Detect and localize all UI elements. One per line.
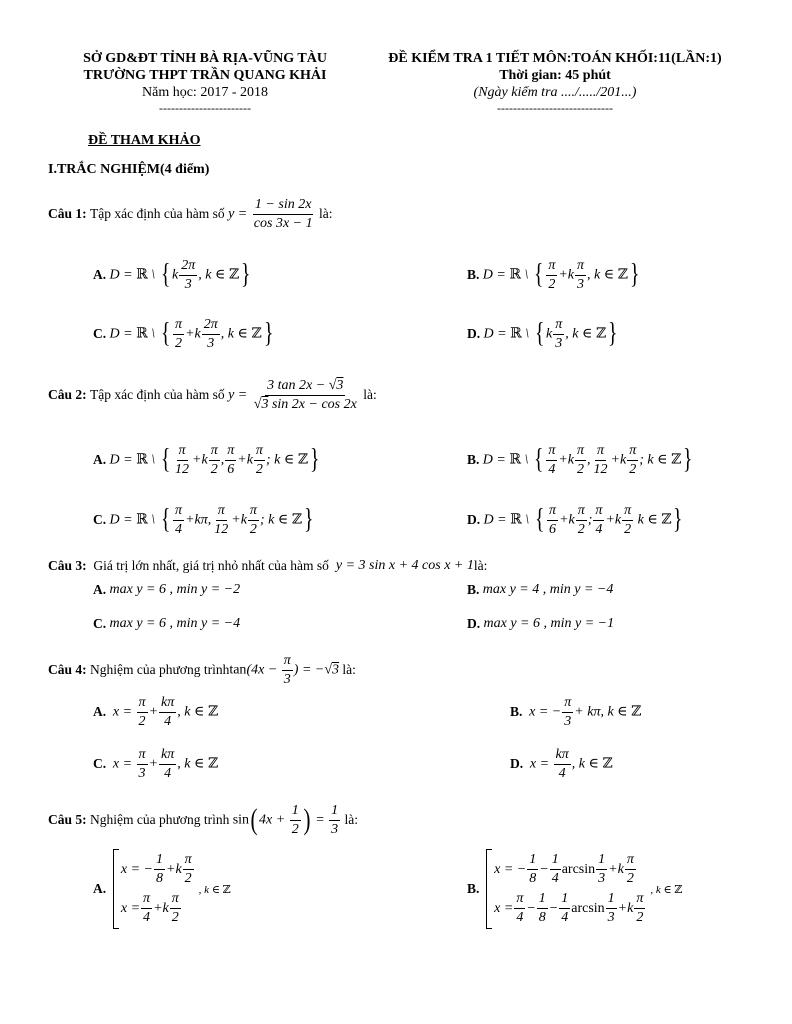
option-2c[interactable]: C. D = ℝ \ { $\frac{\pi}{4}$ +kπ, $\frac{\pi}{12}$ +k $\frac{\pi}{2}$ ; k ∈ ℤ} (93, 500, 315, 540)
formula: y = 3 sin x + 4 cos x + 1 (328, 558, 474, 573)
option-4b[interactable]: B. x = − $\frac{\pi}{3}$ + kπ, k ∈ ℤ (510, 694, 642, 729)
option-1d[interactable]: D. D = ℝ \ { k $\frac{\pi}{3}$ , k ∈ ℤ} (467, 314, 620, 354)
question-label: Câu 3: (48, 558, 87, 573)
option-4a[interactable]: A. x = $\frac{\pi}{2}$ + $\frac{k\pi}{4}$ , k ∈ ℤ (93, 694, 219, 729)
question-3 (48, 556, 487, 576)
left-divider: ----------------------- (159, 101, 251, 115)
question-suffix: là: (473, 558, 488, 573)
question-suffix: là: (342, 662, 356, 677)
option-2b[interactable]: B. D = ℝ \ { $\frac{\pi}{4}$ +k $\frac{\pi}{2}$ , $\frac{\pi}{12}$ +k $\frac{\pi}{2}$ ; k ∈ ℤ} (467, 440, 695, 480)
formula-domain: , k ∈ ℤ (650, 883, 683, 896)
formula: D = ℝ \ { $\frac{\pi}{12}$ +k $\frac{\pi}{2}$ , $\frac{\pi}{6}$ +k $\frac{\pi}{2}$ ; k ∈ ℤ} (109, 442, 320, 477)
option-1b[interactable]: B. D = ℝ \ { $\frac{\pi}{2}$ +k $\frac{\pi}{3}$ , k ∈ ℤ} (467, 255, 641, 295)
question-text: Nghiệm của phương trình (90, 812, 230, 827)
school-name: TRƯỜNG THPT TRẦN QUANG KHẢI (83, 68, 327, 83)
option-5a[interactable]: A. x = − $\frac{1}{8}$ + k $\frac{\pi}{2}$ x = $\frac{\pi}{4}$ + k $\frac{\pi}{2}$ , k ∈ ℤ (93, 848, 231, 930)
formula: tan(4x − $\frac{\pi}{3}$ ) = −√3 (229, 652, 340, 687)
option-3c[interactable]: C. max y = 6 , min y = −4 (93, 616, 241, 631)
system-bracket (486, 849, 492, 929)
formula: x = − $\frac{1}{8}$ + k $\frac{\pi}{2}$ x = $\frac{\pi}{4}$ + k $\frac{\pi}{2}$ (120, 852, 192, 925)
formula: sin( 4x + $\frac{1}{2}$ ) = $\frac{1}{3}$ (232, 802, 339, 837)
answer-value: max y = 6 , min y = −2 (109, 582, 241, 597)
option-3d[interactable]: D. max y = 6 , min y = −1 (467, 616, 615, 631)
exam-title: ĐỀ KIỂM TRA 1 TIẾT MÔN:TOÁN KHỐI:11(LẦN:1) (388, 51, 722, 66)
question-label: Câu 5: (48, 812, 87, 827)
question-text: Nghiệm của phương trình (90, 662, 230, 677)
formula: x = − $\frac{1}{8}$ − $\frac{1}{4}$ arcsin $\frac{1}{3}$ + k $\frac{\pi}{2}$ x = $\frac{\pi}{4}$ − $\frac{1}{8}$ − $\frac{1}{4}$ arcsin $\frac{1}{3}$ + k $\frac{\pi}{2}$ (494, 852, 644, 925)
question-4 (48, 652, 356, 688)
doc-title: ĐỀ THAM KHẢO (88, 133, 201, 148)
answer-value: max y = 6 , min y = −4 (109, 616, 241, 631)
formula: x = − $\frac{\pi}{3}$ + kπ, k ∈ ℤ (529, 694, 642, 729)
answer-value: max y = 4 , min y = −4 (482, 582, 614, 597)
exam-date: (Ngày kiểm tra ..../...../201...) (473, 85, 637, 100)
question-5 (48, 800, 358, 840)
formula: x = $\frac{\pi}{3}$ + $\frac{k\pi}{4}$ , k ∈ ℤ (112, 746, 219, 781)
question-1 (48, 196, 332, 232)
option-1c[interactable]: C. D = ℝ \ { $\frac{\pi}{2}$ +k $\frac{2\pi}{3}$ , k ∈ ℤ} (93, 314, 275, 354)
question-text: Giá trị lớn nhất, giá trị nhỏ nhất của hàm số (93, 558, 329, 573)
option-4c[interactable]: C. x = $\frac{\pi}{3}$ + $\frac{k\pi}{4}$ , k ∈ ℤ (93, 746, 219, 781)
option-3a[interactable]: A. max y = 6 , min y = −2 (93, 582, 241, 597)
option-2a[interactable]: A. D = ℝ \ { $\frac{\pi}{12}$ +k $\frac{\pi}{2}$ , $\frac{\pi}{6}$ +k $\frac{\pi}{2}$ ; k ∈ ℤ} (93, 440, 321, 480)
option-1a[interactable]: A. D = ℝ \ { k $\frac{2\pi}{3}$ , k ∈ ℤ} (93, 255, 253, 295)
option-5b[interactable]: B. x = − $\frac{1}{8}$ − $\frac{1}{4}$ arcsin $\frac{1}{3}$ + k $\frac{\pi}{2}$ x = $\frac{\pi}{4}$ − $\frac{1}{8}$ − $\frac{1}{4}$ arcsin $\frac{1}{3}$ + k $\frac{\pi}{2}$ , k ∈ ℤ (467, 848, 682, 930)
system-bracket (113, 849, 119, 929)
formula: D = ℝ \ { $\frac{\pi}{2}$ +k $\frac{\pi}{3}$ , k ∈ ℤ} (482, 257, 640, 292)
question-suffix: là: (318, 206, 333, 221)
question-text: Tập xác định của hàm số (90, 206, 225, 221)
question-2 (48, 374, 377, 416)
option-3b[interactable]: B. max y = 4 , min y = −4 (467, 582, 614, 597)
question-suffix: là: (363, 387, 377, 402)
formula: D = ℝ \ { $\frac{\pi}{4}$ +kπ, $\frac{\pi}{12}$ +k $\frac{\pi}{2}$ ; k ∈ ℤ} (109, 502, 314, 537)
formula: D = ℝ \ { $\frac{\pi}{4}$ +k $\frac{\pi}{2}$ , $\frac{\pi}{12}$ +k $\frac{\pi}{2}$ ; k ∈ ℤ} (482, 442, 693, 477)
question-label: Câu 2: (48, 387, 87, 402)
question-label: Câu 1: (48, 206, 87, 221)
formula: x = $\frac{\pi}{2}$ + $\frac{k\pi}{4}$ , k ∈ ℤ (112, 694, 219, 729)
question-text: Tập xác định của hàm số (90, 387, 225, 402)
formula: y = $\frac{1 - \sin 2x}{\cos 3x - 1}$ (224, 196, 313, 231)
formula: x = $\frac{k\pi}{4}$ , k ∈ ℤ (529, 746, 613, 781)
question-suffix: là: (344, 812, 359, 827)
section-title: I.TRẮC NGHIỆM(4 điểm) (48, 162, 210, 177)
school-department: SỞ GD&ĐT TỈNH BÀ RỊA-VŨNG TÀU (83, 51, 327, 66)
formula: D = ℝ \ { k $\frac{2\pi}{3}$ , k ∈ ℤ} (109, 257, 251, 292)
formula: D = ℝ \ { k $\frac{\pi}{3}$ , k ∈ ℤ} (483, 316, 618, 351)
option-4d[interactable]: D. x = $\frac{k\pi}{4}$ , k ∈ ℤ (510, 746, 613, 781)
option-2d[interactable]: D. D = ℝ \ { $\frac{\pi}{6}$ +k $\frac{\pi}{2}$ ; $\frac{\pi}{4}$ +k $\frac{\pi}{2}$ k ∈ ℤ} (467, 500, 685, 540)
answer-value: max y = 6 , min y = −1 (483, 616, 615, 631)
formula: D = ℝ \ { $\frac{\pi}{6}$ +k $\frac{\pi}{2}$ ; $\frac{\pi}{4}$ +k $\frac{\pi}{2}$ k ∈ ℤ} (483, 502, 683, 537)
exam-duration: Thời gian: 45 phút (499, 68, 611, 83)
right-divider: ----------------------------- (497, 101, 613, 115)
school-year: Năm học: 2017 - 2018 (142, 85, 268, 100)
formula-domain: , k ∈ ℤ (198, 883, 231, 896)
formula: y = $\frac{3 \tan 2x - √3}{√3 \sin 2x - \cos 2x}$ (224, 377, 357, 412)
question-label: Câu 4: (48, 662, 87, 677)
formula: D = ℝ \ { $\frac{\pi}{2}$ +k $\frac{2\pi}{3}$ , k ∈ ℤ} (109, 316, 274, 351)
